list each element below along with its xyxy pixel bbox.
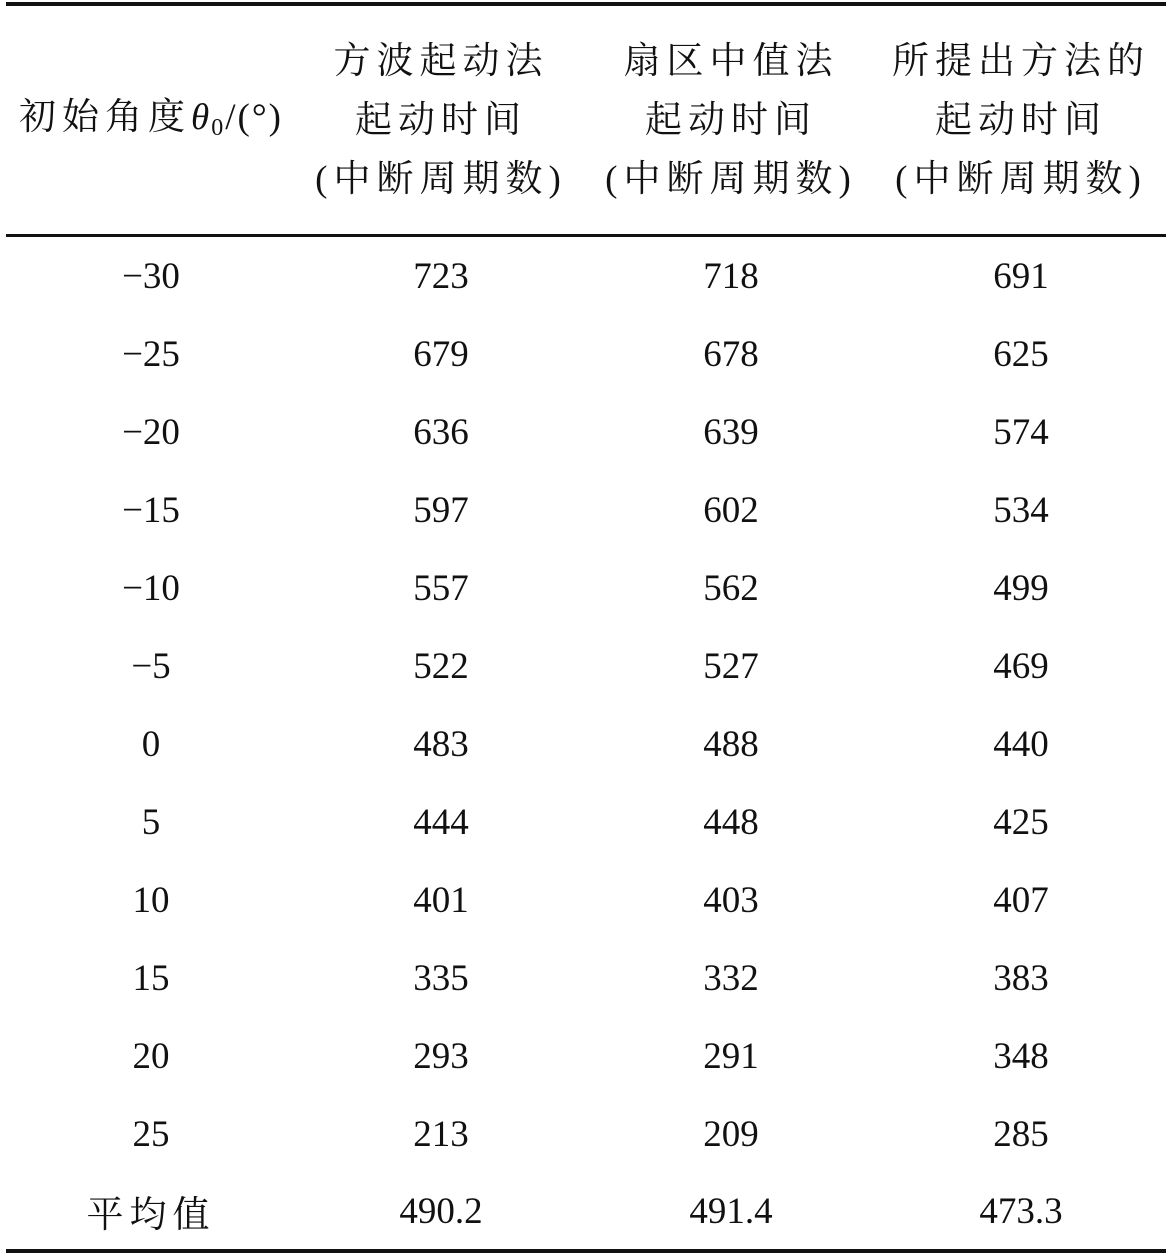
theta-subscript: 0 — [211, 115, 226, 141]
bottom-rule — [6, 1249, 1166, 1253]
table-row — [6, 939, 1166, 1017]
header-sector-median-line3: (中断周期数) — [605, 158, 857, 200]
cell-sector-median: 403 — [703, 879, 759, 921]
average-row — [6, 1173, 1166, 1249]
cell-angle: 0 — [141, 723, 161, 765]
cell-angle: 20 — [132, 1035, 170, 1077]
cell-sector-median: 488 — [703, 723, 759, 765]
cell-proposed: 534 — [993, 489, 1049, 531]
cell-angle: −5 — [131, 645, 171, 687]
average-label: 平均值 — [86, 1195, 216, 1236]
cell-proposed: 348 — [993, 1035, 1049, 1077]
table-row — [6, 1095, 1166, 1173]
cell-proposed: 407 — [993, 879, 1049, 921]
header-sector-median — [586, 6, 876, 234]
header-square-wave-line3: (中断周期数) — [315, 158, 567, 200]
average-proposed: 473.3 — [979, 1190, 1063, 1232]
cell-sector-median: 639 — [703, 411, 759, 453]
cell-square-wave: 483 — [413, 723, 469, 765]
header-proposed-method-line2: 起动时间 — [935, 99, 1107, 141]
cell-square-wave: 335 — [413, 957, 469, 999]
table-row — [6, 627, 1166, 705]
cell-square-wave: 444 — [413, 801, 469, 843]
table-row — [6, 705, 1166, 783]
header-sector-median-line1: 扇区中值法 — [623, 40, 839, 82]
cell-proposed: 285 — [993, 1113, 1049, 1155]
cell-angle: −30 — [122, 255, 180, 297]
cell-angle: −15 — [122, 489, 180, 531]
table-row — [6, 471, 1166, 549]
header-initial-angle — [6, 6, 296, 234]
results-table — [6, 6, 1166, 1249]
header-row — [6, 6, 1166, 234]
cell-angle: 10 — [132, 879, 170, 921]
data-table — [6, 0, 1166, 1257]
cell-square-wave: 293 — [413, 1035, 469, 1077]
cell-sector-median: 527 — [703, 645, 759, 687]
header-proposed-method-line3: (中断周期数) — [895, 158, 1147, 200]
cell-angle: −25 — [122, 333, 180, 375]
cell-sector-median: 718 — [703, 255, 759, 297]
cell-proposed: 383 — [993, 957, 1049, 999]
table-row — [6, 234, 1166, 315]
cell-sector-median: 678 — [703, 333, 759, 375]
cell-sector-median: 209 — [703, 1113, 759, 1155]
average-square-wave: 490.2 — [399, 1190, 483, 1232]
theta-symbol: θ — [191, 97, 212, 138]
cell-sector-median: 332 — [703, 957, 759, 999]
cell-proposed: 425 — [993, 801, 1049, 843]
table-row — [6, 549, 1166, 627]
cell-square-wave: 213 — [413, 1113, 469, 1155]
cell-proposed: 499 — [993, 567, 1049, 609]
cell-proposed: 440 — [993, 723, 1049, 765]
cell-square-wave: 597 — [413, 489, 469, 531]
header-proposed-method — [876, 6, 1166, 234]
header-square-wave-line1: 方波起动法 — [333, 40, 549, 82]
cell-proposed: 691 — [993, 255, 1049, 297]
cell-square-wave: 679 — [413, 333, 469, 375]
cell-proposed: 574 — [993, 411, 1049, 453]
cell-square-wave: 522 — [413, 645, 469, 687]
cell-sector-median: 448 — [703, 801, 759, 843]
cell-proposed: 469 — [993, 645, 1049, 687]
cell-angle: −20 — [122, 411, 180, 453]
header-square-wave-line2: 起动时间 — [355, 99, 527, 141]
table-row — [6, 783, 1166, 861]
table-row — [6, 861, 1166, 939]
table-row — [6, 315, 1166, 393]
cell-sector-median: 562 — [703, 567, 759, 609]
cell-sector-median: 291 — [703, 1035, 759, 1077]
header-sector-median-line2: 起动时间 — [645, 99, 817, 141]
table-row — [6, 393, 1166, 471]
cell-square-wave: 636 — [413, 411, 469, 453]
header-square-wave — [296, 6, 586, 234]
cell-sector-median: 602 — [703, 489, 759, 531]
cell-angle: 25 — [132, 1113, 170, 1155]
header-initial-angle-text: 初始角度 — [19, 97, 192, 138]
cell-angle: 15 — [132, 957, 170, 999]
cell-square-wave: 723 — [413, 255, 469, 297]
cell-square-wave: 401 — [413, 879, 469, 921]
cell-square-wave: 557 — [413, 567, 469, 609]
angle-unit: /(°) — [225, 97, 283, 138]
cell-angle: −10 — [122, 567, 180, 609]
table-row — [6, 1017, 1166, 1095]
cell-proposed: 625 — [993, 333, 1049, 375]
average-sector-median: 491.4 — [689, 1190, 773, 1232]
header-proposed-method-line1: 所提出方法的 — [892, 40, 1150, 82]
cell-angle: 5 — [141, 801, 161, 843]
